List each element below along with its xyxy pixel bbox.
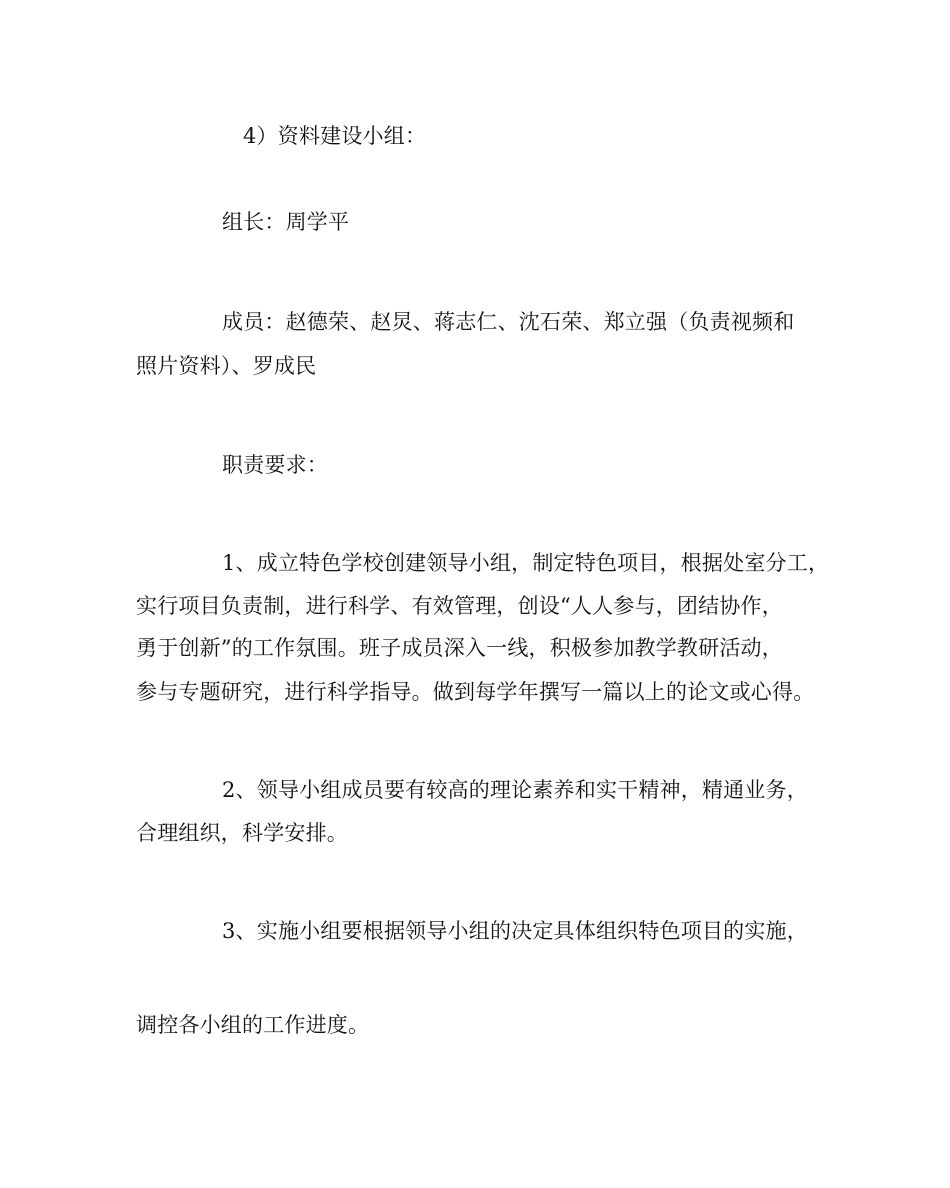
members-line-2: 照片资料）、罗成民 bbox=[136, 354, 317, 378]
duty-1-line-1: 1、成立特色学校创建领导小组，制定特色项目，根据处室分工， bbox=[222, 551, 830, 575]
duty-3-line-2: 调控各小组的工作进度。 bbox=[136, 1013, 370, 1037]
duty-2-line-2: 合理组织，科学安排。 bbox=[136, 821, 348, 845]
duty-3-line-1: 3、实施小组要根据领导小组的决定具体组织特色项目的实施， bbox=[222, 919, 808, 943]
members-line-1: 成员：赵德荣、赵炅、蒋志仁、沈石荣、郑立强（负责视频和 bbox=[222, 310, 795, 334]
section-heading: 4）资料建设小组： bbox=[243, 124, 427, 148]
duty-1-line-4: 参与专题研究，进行科学指导。做到每学年撰写一篇以上的论文或心得。 bbox=[136, 680, 815, 704]
duty-2-line-1: 2、领导小组成员要有较高的理论素养和实干精神，精通业务， bbox=[222, 778, 808, 802]
duty-1-line-2: 实行项目负责制，进行科学、有效管理，创设“人人参与，团结协作， bbox=[136, 594, 783, 618]
leader-line: 组长：周学平 bbox=[222, 210, 350, 234]
duty-1-line-3: 勇于创新”的工作氛围。班子成员深入一线，积极参加教学教研活动， bbox=[136, 636, 783, 660]
duties-heading: 职责要求： bbox=[222, 453, 328, 477]
